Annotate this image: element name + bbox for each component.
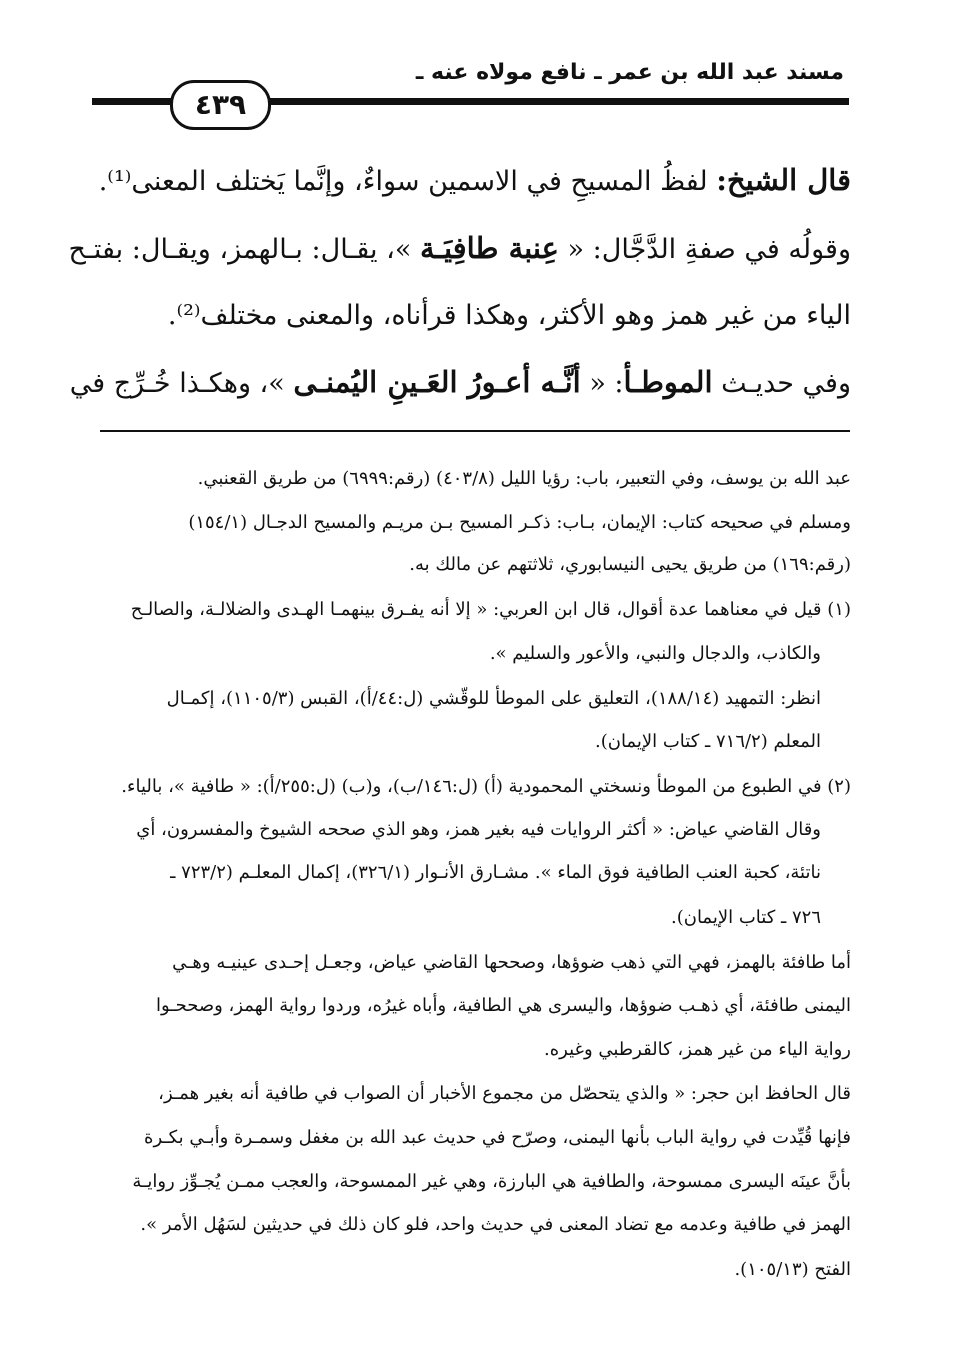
footnote-line: قال الحافظ ابن حجر: « والذي يتحصّل من مجموع الأخبار أن الصواب في طافية أنه بغير همـز، bbox=[158, 1083, 851, 1104]
quoted-hadith: أنَّـه أعـورُ العَـينِ اليُمنـى bbox=[293, 365, 581, 399]
footnote-line: ومسلم في صحيحه كتاب: الإيمان، بـاب: ذكـر المسيح بـن مريـم والمسيح الدجـال (١٥٤/١) bbox=[188, 512, 851, 533]
book-name: الموطـأ bbox=[623, 365, 713, 399]
footnote-line: فإنها قُيِّدت في رواية الباب بأنها اليمنى، وصرّح في حديث عبد الله بن مغفل وسمـرة وأبـي بكـرة bbox=[144, 1127, 851, 1148]
footnote-line: أما طافئة بالهمز، فهي التي ذهب ضوؤها، وصححها القاضي عياض، وجعـل إحـدى عينيـه وهـي bbox=[172, 952, 851, 973]
footnote-line: بأنَّ عينَه اليسرى ممسوحة، والطافية هي البارزة، وهي غير الممسوحة، والعجب ممـن يُجـوِّز روايـة bbox=[132, 1171, 851, 1192]
footnote-1-line: انظر: التمهيد (١٨٨/١٤)، التعليق على الموطأ للوقّشي (ل:٤٤/أ)، القبس (١١٠٥/٣)، إكمـال bbox=[166, 688, 821, 709]
main-text: »، يقـال: بـالهمز، ويقـال: بفتـح bbox=[68, 234, 420, 265]
footnote-2-line: ٧٢٦ ـ كتاب الإيمان). bbox=[670, 907, 821, 928]
footnote-line: رواية الياء من غير همز، كالقرطبي وغيره. bbox=[544, 1039, 851, 1060]
footnote-2-line: وقال القاضي عياض: « أكثر الروايات فيه بغير همز، وهو الذي صححه الشيوخ والمفسرون، أي bbox=[136, 819, 821, 840]
footnote-line: الهمز في طافية وعدمه مع تضاد المعنى في حديث واحد، فلو كان ذلك في حديثين لسَهُل الأمر ». bbox=[140, 1214, 851, 1235]
footnote-line: اليمنى طافئة، أي ذهـب ضوؤها، واليسرى هي الطافية، وأباه غيرُه، وردوا رواية الهمز، وصححـوا bbox=[156, 995, 851, 1016]
footnote-1-line: والكاذب، والدجال والنبي، والأعور والسليم ». bbox=[489, 643, 821, 664]
page-number-badge: ٤٣٩ bbox=[170, 80, 271, 130]
footnote-2-line: (٢) في الطبوع من الموطأ ونسختي المحمودية (أ) (ل:١٤٦/ب)، و(ب) (ل:٢٥٥/أ): « طافية »، بالياء. bbox=[121, 776, 851, 797]
footnote-1-line: (١) قيل في معناهما عدة أقوال، قال ابن العربي: « إلا أنه يفـرق بينهمـا الهـدى والضلالـة، والصالـح bbox=[130, 599, 851, 620]
footnote-separator bbox=[100, 430, 850, 432]
main-line-4 bbox=[69, 362, 851, 404]
main-text: »، وهكـذا خُـرِّج في bbox=[69, 368, 294, 399]
main-text: لفظُ المسيحِ في الاسمين سواءٌ، وإنَّما يَختلف المعنى⁽¹⁾. bbox=[98, 166, 717, 197]
main-text: : « bbox=[580, 368, 624, 399]
main-line-3: الياء من غير همز وهو الأكثر، وهكذا قرأناه، والمعنى مختلف⁽²⁾. bbox=[167, 300, 851, 331]
footnote-1-line: المعلم (٧١٦/٢ ـ كتاب الإيمان). bbox=[594, 731, 821, 752]
footnote-line: (رقم:١٦٩) من طريق يحيى النيسابوري، ثلاثتهم عن مالك به. bbox=[409, 554, 851, 575]
speaker-label: قال الشيخ: bbox=[716, 163, 851, 197]
main-line-1 bbox=[98, 160, 851, 202]
footnote-line: عبد الله بن يوسف، وفي التعبير، باب: رؤيا الليل (٤٠٣/٨) (رقم:٦٩٩٩) من طريق القعنبي. bbox=[197, 468, 851, 489]
main-line-2 bbox=[68, 228, 851, 270]
quoted-term: عِنبة طافِيَـة bbox=[419, 231, 559, 265]
footnote-line: الفتح (١٠٥/١٣). bbox=[734, 1259, 851, 1280]
running-header-title: مسند عبد الله بن عمر ـ نافع مولاه عنه ـ bbox=[415, 60, 844, 85]
footnote-2-line: ناتئة، كحبة العنب الطافية فوق الماء ». مشـارق الأنـوار (٣٢٦/١)، إكمال المعلـم (٧٢٣/٢ ـ bbox=[170, 862, 821, 883]
main-text: وفي حديـث bbox=[712, 368, 851, 399]
main-text: وقولُه في صفةِ الدَّجَّال: « bbox=[558, 234, 851, 265]
